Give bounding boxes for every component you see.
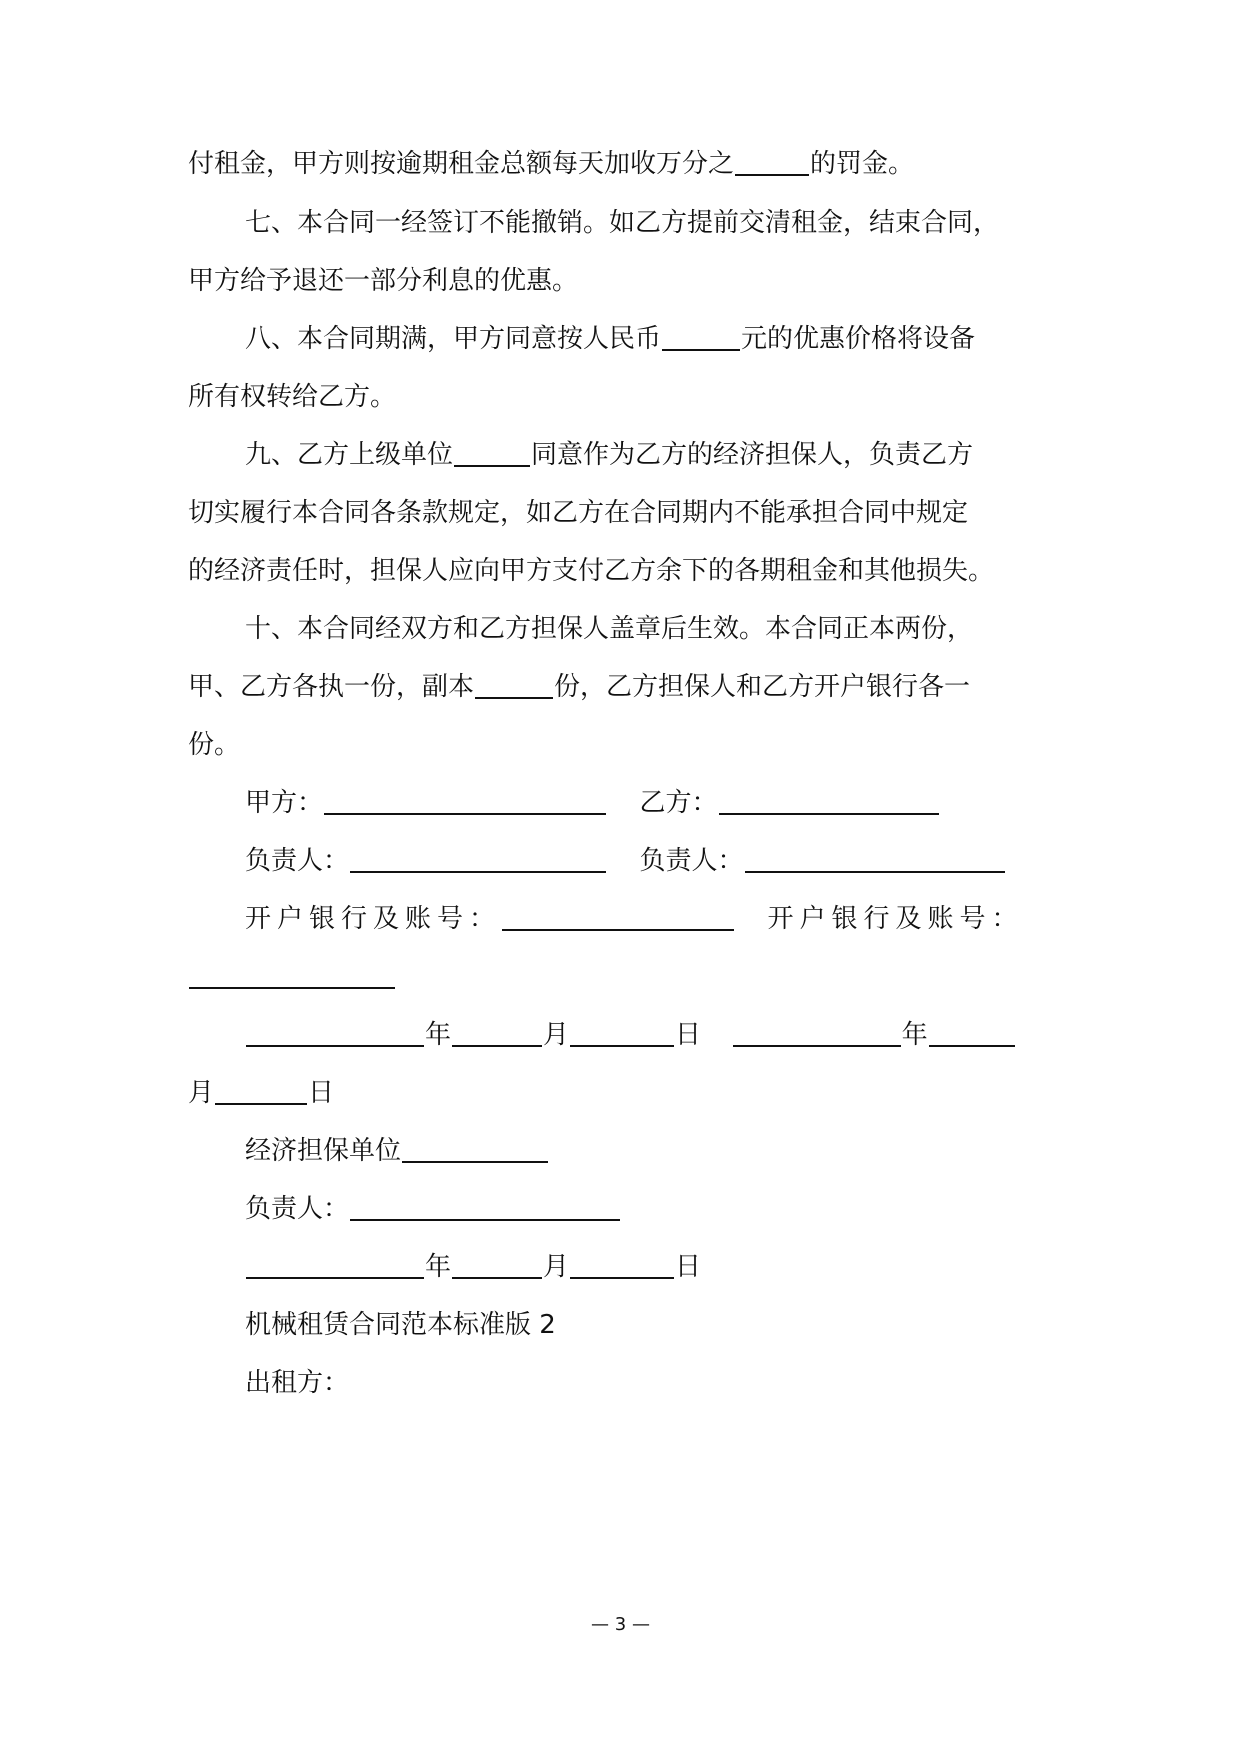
leader-row — [245, 841, 1006, 881]
clause-9: 九、乙方上级单位 同意作为乙方的经济担保人，负责乙方 — [245, 440, 974, 470]
clause-8-cont: 所有权转给乙方。 — [188, 382, 397, 412]
bank-row — [245, 899, 1024, 939]
year-field[interactable] — [246, 1019, 424, 1047]
bank-a-field[interactable] — [502, 903, 734, 931]
party-row — [245, 783, 940, 823]
clause-7: 七、本合同一经签订不能撤销。如乙方提前交清租金，结束合同， — [245, 208, 1000, 238]
guarantor-leader-row — [245, 1189, 621, 1229]
bank-b-field[interactable] — [189, 961, 395, 989]
month-field[interactable] — [452, 1251, 542, 1279]
clause-10-cont2: 份。 — [188, 730, 241, 760]
clause-10-cont: 甲、乙方各执一份，副本 份，乙方担保人和乙方开户银行各一 — [188, 672, 971, 702]
bank-b-label: 开户银行及账号： — [767, 904, 1024, 934]
clause-9-cont2: 的经济责任时，担保人应向甲方支付乙方余下的各期租金和其他损失。 — [188, 556, 995, 586]
bank-row-cont — [188, 957, 396, 997]
lessor-label: 出租方： — [245, 1368, 350, 1398]
year-field[interactable] — [246, 1251, 424, 1279]
leader-b-label: 负责人： — [639, 846, 744, 876]
clause-6-end: 付租金，甲方则按逾期租金总额每天加收万分之 的罚金。 — [188, 149, 915, 179]
clause-9-cont: 切实履行本合同各条款规定，如乙方在合同期内不能承担合同中规定 — [188, 498, 969, 528]
year-field[interactable] — [733, 1019, 901, 1047]
guarantor-leader-label: 负责人： — [245, 1194, 350, 1224]
party-b-label: 乙方： — [639, 788, 718, 818]
date-row: 年 月 日 年 — [245, 1015, 1016, 1055]
party-a-label: 甲方： — [245, 788, 324, 818]
leader-a-label: 负责人： — [245, 846, 350, 876]
bank-a-label: 开户银行及账号： — [245, 904, 502, 934]
guarantor-row — [245, 1131, 549, 1171]
day-field[interactable] — [570, 1019, 674, 1047]
party-a-field[interactable] — [324, 787, 606, 815]
page-number: — 3 — — [591, 1614, 650, 1635]
guarantor-field[interactable] — [402, 1135, 548, 1163]
blank-field[interactable] — [475, 671, 553, 699]
month-field[interactable] — [929, 1019, 1015, 1047]
blank-field[interactable] — [735, 148, 809, 176]
section-title: 机械租赁合同范本标准版 2 — [245, 1310, 556, 1340]
month-field[interactable] — [452, 1019, 542, 1047]
leader-a-field[interactable] — [350, 845, 606, 873]
day-field[interactable] — [215, 1077, 307, 1105]
guarantor-label: 经济担保单位 — [245, 1136, 402, 1166]
leader-b-field[interactable] — [745, 845, 1005, 873]
day-field[interactable] — [570, 1251, 674, 1279]
guarantor-leader-field[interactable] — [350, 1193, 620, 1221]
party-b-field[interactable] — [719, 787, 939, 815]
date-row-cont: 月 日 — [188, 1078, 335, 1108]
clause-7-cont: 甲方给予退还一部分利息的优惠。 — [188, 266, 579, 296]
clause-10: 十、本合同经双方和乙方担保人盖章后生效。本合同正本两份， — [245, 614, 974, 644]
blank-field[interactable] — [662, 323, 740, 351]
blank-field[interactable] — [454, 439, 530, 467]
clause-8: 八、本合同期满，甲方同意按人民币 元的优惠价格将设备 — [245, 324, 976, 354]
guarantor-date-row: 年 月 日 — [245, 1247, 701, 1287]
